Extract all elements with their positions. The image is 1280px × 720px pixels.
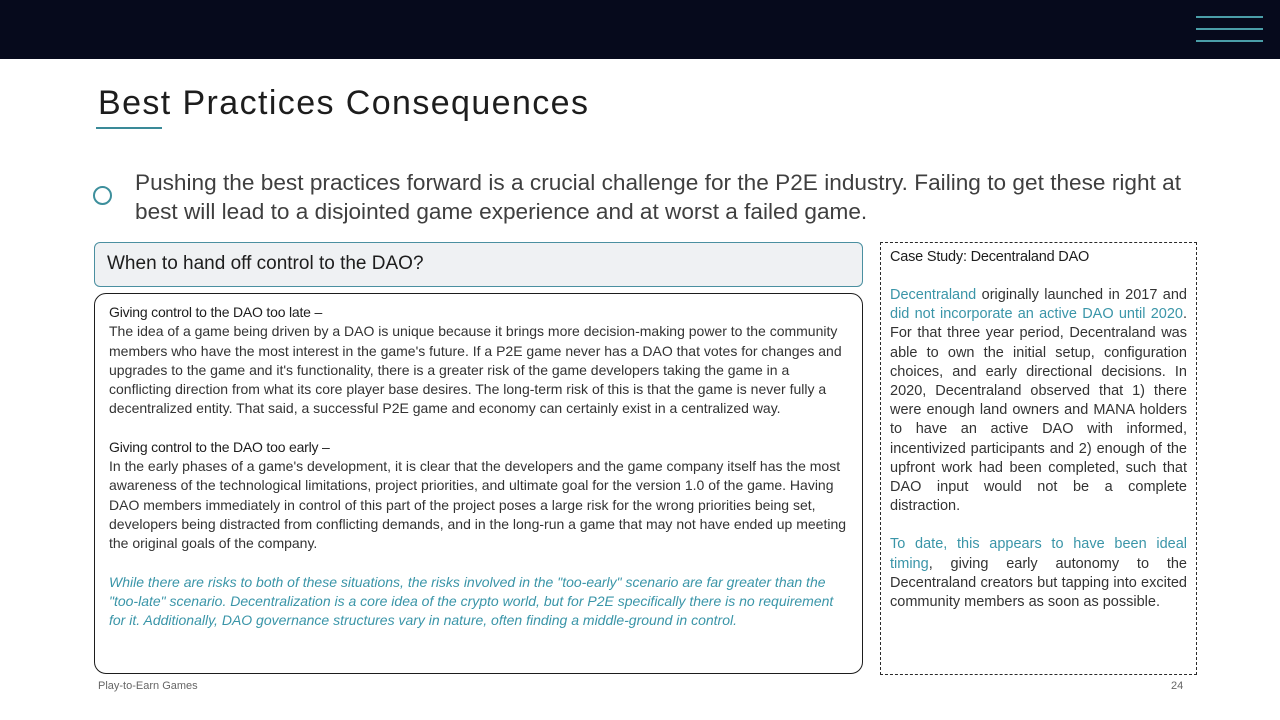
too-early-body: In the early phases of a game's development, it is clear that the developers and the game company itself has the most awareness of the technological limitations, project priorities, and ultimate goal for the version 1.0 of the game. Having DAO members immediately in control of this part of the project poses a large risk for the wrong priorities being set, developers being distracted from conflicting demands, and in the long-run a game that may not have ended up meeting the original goals of the company. <box>109 458 847 552</box>
intro-text: Pushing the best practices forward is a crucial challenge for the P2E industry. Failing to get these right at best will lead to a disjointed game experience and at worst a failed game. <box>135 170 1181 224</box>
hamburger-lines-icon[interactable] <box>1196 16 1263 42</box>
case-study-box <box>880 242 1197 675</box>
circle-bullet-icon <box>93 186 112 205</box>
case-study-paragraph-2 <box>890 535 1187 612</box>
ideal-timing-highlight: To date, this appears to have been ideal timing <box>890 536 1187 572</box>
too-late-body: The idea of a game being driven by a DAO is unique because it brings more decision-making power to the community members who have the most interest in the game's future. If a P2E game never has a DAO that votes for changes and upgrades to the game and it's functionality, there is a greater risk of the game developers taking the game in a conflicting direction from what its core player base desires. The long-term risk of this is that the game is never fully a decentralized entity. That said, a successful P2E game and economy can certainly exist in a centralized way. <box>109 323 842 417</box>
case-study-heading: Case Study: Decentraland DAO <box>890 249 1090 265</box>
top-banner <box>0 0 1280 59</box>
decentraland-highlight: Decentraland <box>890 287 977 303</box>
dao-timing-highlight: did not incorporate an active DAO until 2020 <box>890 306 1183 323</box>
case-study-paragraph-1 <box>890 286 1187 516</box>
title-underline <box>96 127 162 129</box>
page-number: 24 <box>1171 680 1184 692</box>
too-late-heading: Giving control to the DAO too late – <box>109 304 323 320</box>
case-study-text: . For that three year period, Decentraland was able to own the initial setup, configuration choices, and early directional decisions. In 2020, Decentraland observed that 1) there were enough land owners and MANA holders to have an active DAO with informed, incentivized participants and 2) enough of the upfront work had been completed, such that DAO input would not be a complete distraction. <box>890 306 1187 515</box>
footer-label: Play-to-Earn Games <box>98 680 198 692</box>
conclusion-note: While there are risks to both of these situations, the risks involved in the "too-early" scenario are far greater than the "too-late" scenario. Decentralization is a core idea of the crypto world, but for P2E specifically there is no requirement for it. Additionally, DAO governance structures vary in nature, often finding a middle-ground in control. <box>109 573 834 629</box>
case-study-text: , giving early autonomy to the Decentraland creators but tapping into excited community members as soon as possible. <box>890 555 1187 611</box>
page-title: Best Practices Consequences <box>98 84 590 122</box>
too-early-heading: Giving control to the DAO too early – <box>109 438 330 455</box>
main-content-box <box>94 293 863 674</box>
question-box <box>94 242 863 287</box>
case-study-text: originally launched in 2017 and <box>976 287 1187 303</box>
question-text: When to hand off control to the DAO? <box>107 253 424 274</box>
